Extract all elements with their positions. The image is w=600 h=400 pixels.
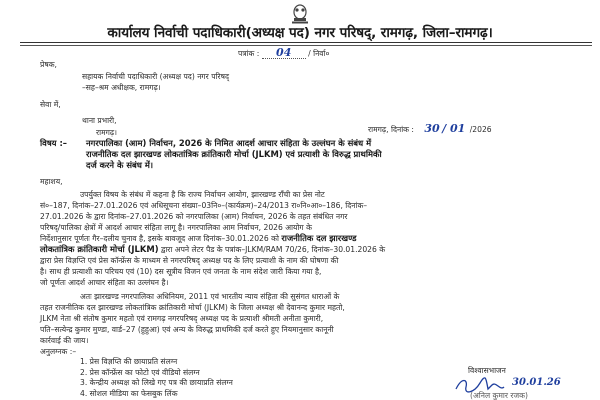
reference-line (238, 48, 329, 59)
date-label: रामगढ़, दिनांक : (368, 125, 414, 134)
signed-date: 30.01.26 (512, 377, 561, 388)
party-name-bold-1: राजनीतिक दल झारखण्ड (281, 233, 357, 243)
date-month: 01 (450, 122, 466, 135)
salutation: महाशय, (40, 177, 63, 186)
enclosures-list (80, 357, 233, 399)
body-p1-line-4: परिषद्/पालिका क्षेत्रों में आदर्श आचार संहिता लागू है। नगरपालिका आम निर्वाचन, 2026 आयोग के (40, 223, 312, 232)
body-p1-line-5: निर्देशानुसार पूर्णतः गैर–दलीय चुनाव है, इसके बावजूद आज दिनांक–30.01.2026 को राजनीतिक दल झारखण्ड (40, 233, 357, 243)
subject-line-1: नगरपालिका (आम) निर्वाचन, 2026 के निमित आदर्श आचार संहिता के उल्लंघन के संबंध में (86, 138, 372, 148)
patrank-number: 04 (276, 46, 292, 59)
sender-line-2: –सह–श्रम अधीक्षक, रामगढ़। (82, 83, 161, 92)
body-p1-line-3: 27.01.2026 के द्वारा दिनांक–27.01.2026 को नगरपालिका (आम) निर्वाचन, 2026 के तहत संबंधित नगर (40, 212, 348, 221)
sender-label: प्रेषक, (40, 60, 57, 69)
signatory-name: (अनिल कुमार रजक) (470, 391, 528, 400)
enclosures-label: अनुलग्नक :– (40, 347, 77, 356)
body-p1-line-7: द्वारा प्रेस विज्ञप्ति एवं प्रेस कॉन्फ्रेंस के माध्यम से नगरपरिषद् अध्यक्ष पद के लिए प्रत्याशी के नाम की घोषणा की (40, 256, 339, 265)
enclosure-item: 2. प्रेस कॉन्फ्रेंस का फोटो एवं वीडियो संलग्न (80, 367, 200, 377)
sender-line-1: सहायक निर्वाची पदाधिकारी (अध्यक्ष पद) नगर परिषद् (82, 72, 230, 81)
enclosure-item: 3. केन्द्रीय अध्यक्ष को लिखे गए पत्र की छायाप्रति संलग्न (80, 378, 233, 388)
header-rule (20, 42, 592, 43)
header-rule-thin (20, 45, 592, 46)
enclosure-item: 1. प्रेस विज्ञप्ति की छायाप्रति संलग्न (80, 357, 178, 366)
body-p1-line-9: जो पूर्णतः आदर्श आचार संहिता का उल्लंघन है। (40, 278, 169, 287)
subject-line-3: दर्ज करने के संबंध में। (86, 160, 154, 170)
enclosure-item: 4. सोशल मीडिया का फेसबुक लिंक (80, 388, 178, 398)
date-line: रामगढ़, दिनांक : 30 / 01 /2026 (368, 122, 492, 135)
body-p2-line-5: कार्रवाई की जाय। (40, 336, 89, 345)
body-p1-line-6: लोकतांत्रिक क्रांतिकारी मोर्चा (JLKM) द्वारा अपने लेटर पैड के पत्रांक–JLKM/RAM 70/26, दिनांक–30.01.2026 के (40, 244, 386, 254)
body-p2-line-4: पति–सत्येन्द्र कुमार मुण्डा, वार्ड–27 (हुहुआ) एवं अन्य के विरुद्ध प्राथमिकी दर्ज करते हुए नियमानुसार कानूनी (40, 325, 334, 334)
subject-line-2: राजनीतिक दल झारखण्ड लोकतांत्रिक क्रांतिकारी मोर्चा (JLKM) एवं प्रत्याशी के विरुद्ध प्राथमिकी (86, 149, 382, 159)
body-p2-line-2: तहत राजनीतिक दल झारखण्ड लोकतांत्रिक क्रांतिकारी मोर्चा (JLKM) के जिला अध्यक्ष श्री देवानन्द कुमार महतो, (40, 303, 345, 312)
recipient-line-2: रामगढ़। (96, 128, 118, 137)
body-p1-line-8: है। साथ ही प्रत्याशी का परिचय एवं (10) दस सूत्रीय विजन एवं जनता के नाम संदेश जारी किया गया है, (40, 267, 322, 276)
date-year: /2026 (469, 125, 492, 134)
body-p2-line-1: अतः झारखण्ड नगरपालिका अधिनियम, 2011 एवं भारतीय न्याय संहिता की सुसंगत धाराओं के (80, 292, 340, 301)
party-name-bold-2: लोकतांत्रिक क्रांतिकारी मोर्चा (JLKM) (40, 244, 159, 254)
body-p2-line-3: JLKM नेता श्री संतोष कुमार महतो एवं रामगढ़ नगरपरिषद् अध्यक्ष पद के प्रत्याशी श्रीमती अनीता कुमारी, (40, 314, 324, 323)
recipient-line-1: थाना प्रभारी, (82, 116, 117, 125)
closing: विश्वासभाजन (468, 366, 506, 375)
body-p1-line-1: उपर्युक्त विषय के संबंध में कहना है कि राज्य निर्वाचन आयोग, झारखण्ड राँची का प्रेस नोट (80, 190, 325, 199)
office-title: कार्यालय निर्वाची पदाधिकारी(अध्यक्ष पद) नगर परिषद्, रामगढ़, जिला–रामगढ़। (107, 25, 493, 41)
patrank-suffix: / निर्वा० (308, 49, 330, 58)
body-p1-line-2: सं०–187, दिनांक–27.01.2026 एवं अधिसूचना संख्या–03नि०–(कार्यक्रम)–24/2013 रा०नि०आ०–186, दिनांक– (40, 201, 368, 210)
patrank-label: पत्रांक : (238, 49, 260, 58)
subject-label: विषय :– (40, 138, 67, 148)
recipient-label: सेवा में, (40, 100, 61, 109)
date-day: 30 (424, 122, 440, 135)
